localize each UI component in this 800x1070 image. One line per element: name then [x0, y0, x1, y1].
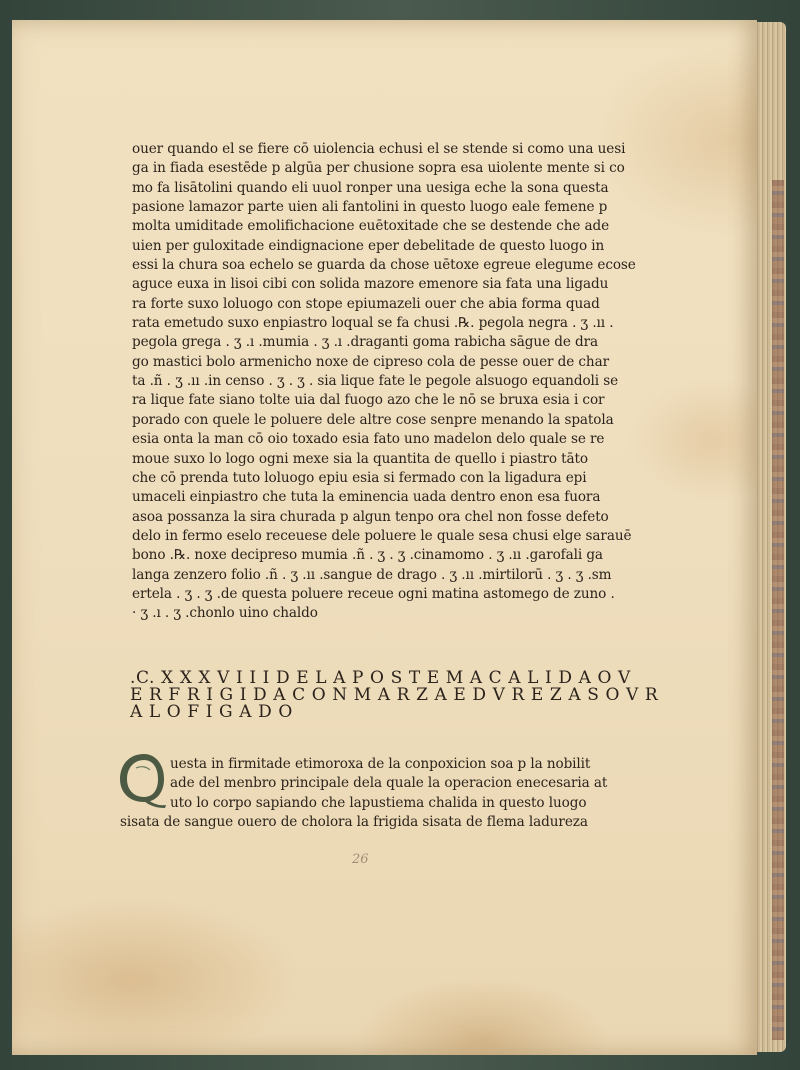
text-line: esia onta la man cō oio toxado esia fato uno madelon delo quale se re: [132, 431, 605, 448]
text-line: umaceli einpiastro che tuta la eminencia uada dentro enon esa fuora: [132, 489, 601, 506]
text-line: uien per guloxitade eindignacione eper debelitade de questo luogo in: [132, 237, 605, 254]
text-line: ga in fiada esestēde p algūa per chusione sopra esa uiolente mente si co: [132, 160, 625, 177]
text-line: delo in fermo eselo receuese dele poluere le quale sesa chusi elge sarauē: [132, 527, 632, 544]
chapter-paragraph: [120, 755, 610, 832]
text-line: ta .ñ . ʒ .ıı .in censo . ʒ . ʒ . sia lique fate le pegole alsuogo equandoli se: [132, 373, 619, 390]
text-line: ra forte suxo loluogo con stope epiumazeli ouer che abia forma quad: [132, 295, 600, 312]
body-text: [132, 140, 636, 624]
text-line: asoa possanza la sira churada p algun tenpo ora chel non fosse defeto: [132, 508, 609, 525]
text-line: essi la chura soa echelo se guarda da chose uētoxe egreue elegume ecose: [132, 257, 636, 274]
text-line: · ʒ .ı . ʒ .chonlo uino chaldo: [132, 605, 318, 622]
text-line: molta umiditade emolifichacione euētoxitade che se destende che ade: [132, 218, 610, 235]
text-line: ertela . ʒ . ʒ .de questa poluere receue ogni matina astomego de zuno .: [132, 585, 615, 602]
paragraph-line: ade del menbro principale dela quale la operacion enecesaria at: [170, 775, 608, 792]
text-line: bono .℞. noxe decipreso mumia .ñ . ʒ . ʒ .cinamomo . ʒ .ıı .garofali ga: [132, 547, 603, 564]
marbled-edge: [772, 180, 784, 1040]
text-line: langa zenzero folio .ñ . ʒ .ıı .sangue de drago . ʒ .ıı .mirtilorū . ʒ . ʒ .sm: [132, 566, 612, 583]
folio-number: 26: [352, 852, 369, 867]
manuscript-page: [12, 20, 757, 1055]
text-line: pasione lamazor parte uien ali fantolini in questo luogo eale femene p: [132, 199, 608, 216]
text-line: pegola grega . ʒ .ı .mumia . ʒ .ı .draganti goma rabicha sāgue de dra: [132, 334, 599, 351]
text-line: go mastici bolo armenicho noxe de cipreso cola de pesse ouer de char: [132, 353, 609, 370]
paragraph-line: uto lo corpo sapiando che lapustiema chalida in questo luogo: [170, 794, 587, 811]
text-line: che cō prenda tuto loluogo epiu esia si fermado con la ligadura epi: [132, 469, 587, 486]
text-line: mo fa lisātolini quando eli uuol ronper una uesiga eche la sona questa: [132, 179, 609, 196]
paragraph-line: sisata de sangue ouero de cholora la frigida sisata de flema ladureza: [120, 813, 588, 830]
text-line: aguce euxa in lisoi cibi con solida mazore emenore sia fata una ligadu: [132, 276, 609, 293]
heading-line: E R F R I G I D A C O N M A R Z A E D V R E Z A S O V R: [130, 685, 659, 705]
text-line: ouer quando el se fiere cō uiolencia echusi el se stende si como una uesi: [132, 141, 626, 157]
chapter-heading: [130, 668, 659, 722]
text-line: moue suxo lo logo ogni mexe sia la quantita de quello i piastro tāto: [132, 450, 588, 467]
text-line: porado con quele le poluere dele altre cose senpre menando la spatola: [132, 411, 614, 428]
text-line: ra lique fate siano tolte uia dal fuogo azo che le nō se bruxa esia i cor: [132, 392, 605, 409]
heading-line: .C. X X X V I I I D E L A P O S T E M A C A L I D A O V: [130, 668, 631, 688]
heading-line: A L O F I G A D O: [130, 702, 293, 722]
text-line: rata emetudo suxo enpiastro loqual se fa chusi .℞. pegola negra . ʒ .ıı .: [132, 315, 614, 332]
paragraph-line: uesta in firmitade etimoroxa de la conpoxicion soa p la nobilit: [170, 756, 591, 772]
